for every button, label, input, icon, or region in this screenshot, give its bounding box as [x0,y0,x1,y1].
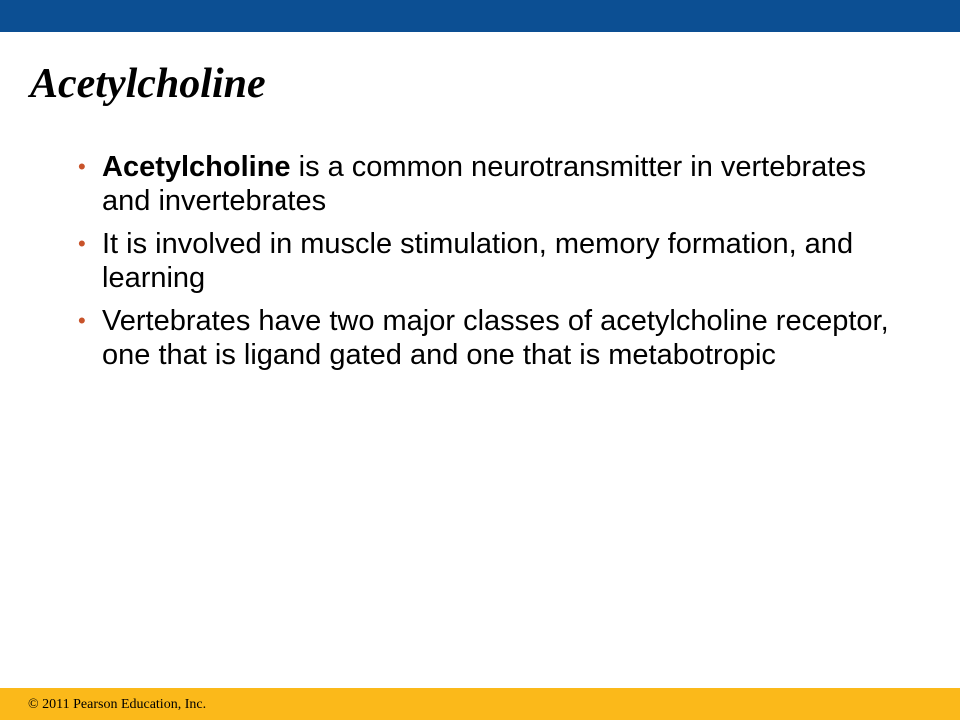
bullet-bold-term: Acetylcholine [102,151,291,183]
bullet-item-2 [78,227,908,295]
bullet-icon: • [78,308,86,333]
bullet-item-1 [78,150,908,218]
slide-title: Acetylcholine [30,61,266,107]
copyright-notice: © 2011 Pearson Education, Inc. [28,697,207,712]
bullet-text: Vertebrates have two major classes of acetylcholine receptor, one that is ligand gated and one that is metabotropic [102,305,889,371]
bullet-item-3 [78,304,908,372]
bullet-text: is a common neurotransmitter in vertebrates and invertebrates [102,151,866,217]
footer-banner [0,688,960,720]
top-banner [0,0,960,32]
bullet-text: It is involved in muscle stimulation, memory formation, and learning [102,228,854,294]
bullet-icon: • [78,231,86,256]
bullet-icon: • [78,154,86,179]
bullet-list [78,150,908,381]
